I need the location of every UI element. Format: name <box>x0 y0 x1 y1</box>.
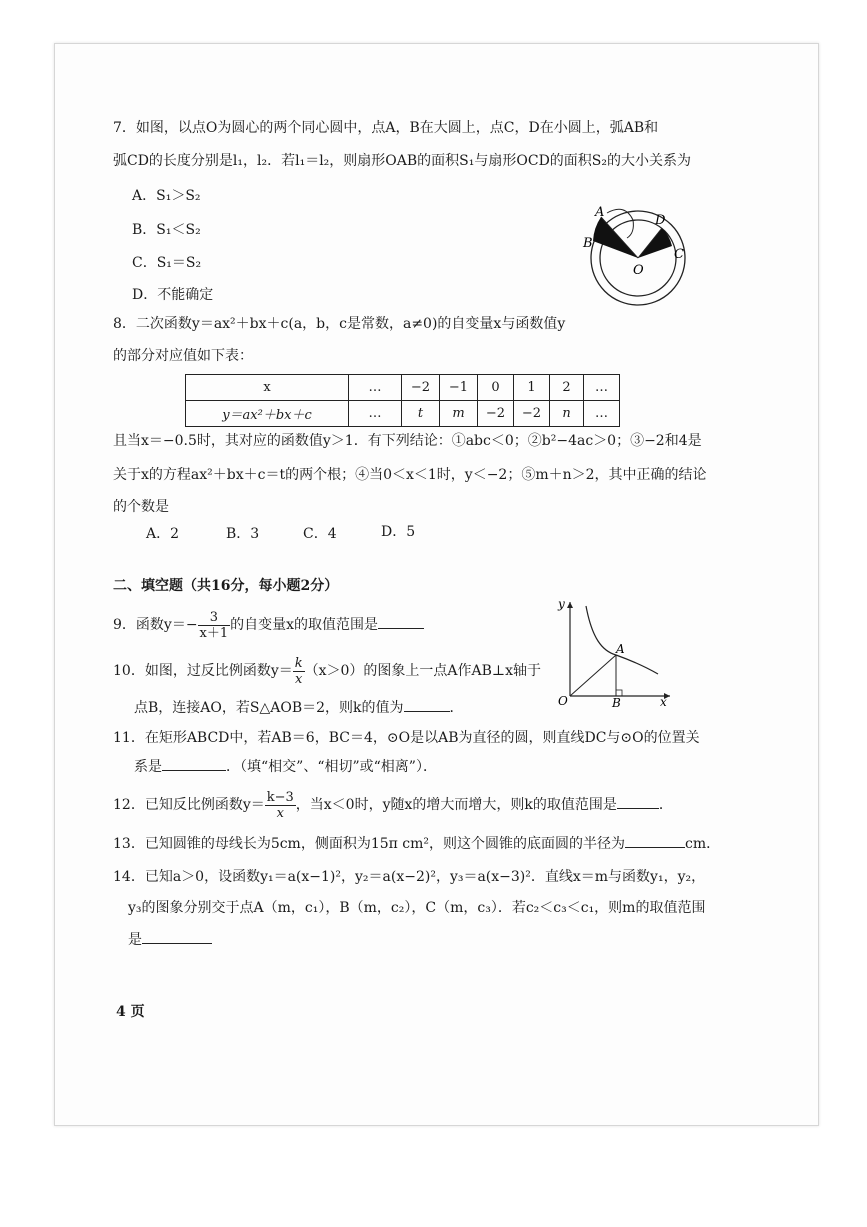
q10-denominator: x <box>295 671 303 687</box>
q7-label-d: D <box>655 213 666 228</box>
table-cell: −2 <box>402 375 440 401</box>
q10-numerator: k <box>294 655 303 671</box>
q7-concentric-circles-figure <box>585 198 695 318</box>
q7-option-a: A．S₁＞S₂ <box>132 188 201 204</box>
q8-line1: 8．二次函数y＝ax²＋bx＋c(a，b，c是常数，a≠0)的自变量x与函数值y <box>113 316 566 332</box>
q12 <box>113 785 673 825</box>
q14-line2: y₃的图象分别交于点A（m，c₁），B（m，c₂），C（m，c₃）．若c₂＜c₃＜c₁，则m的取值范围 <box>128 900 706 916</box>
q11-line2 <box>134 757 437 777</box>
table-cell: y＝ax²＋bx＋c <box>186 401 349 427</box>
q11-line2-a: 系是 <box>134 759 162 775</box>
q9 <box>113 606 424 644</box>
q12-numerator: k−3 <box>266 789 294 805</box>
q10-answer-blank <box>404 699 450 712</box>
page-number-footer: 4 页 <box>116 1004 145 1020</box>
q11-line2-b: ．（填“相交”、“相切”或“相离”）． <box>226 759 437 775</box>
q9-fraction <box>198 610 231 641</box>
q7-line2: 弧CD的长度分别是l₁，l₂．若l₁＝l₂，则扇形OAB的面积S₁与扇形OCD的面积S₂的大小关系为 <box>113 153 691 169</box>
table-cell: 1 <box>514 375 550 401</box>
q9-prefix: 9．函数y＝− <box>113 617 198 633</box>
q7-label-c: C <box>674 247 684 262</box>
q7-option-d: D．不能确定 <box>132 287 214 303</box>
table-cell: … <box>584 401 620 427</box>
q7-label-a: A <box>595 205 605 220</box>
q13-answer-blank <box>625 835 685 848</box>
q14-answer-blank <box>142 931 212 944</box>
q14-line1: 14．已知a＞0，设函数y₁＝a(x−1)²，y₂＝a(x−2)²，y₃＝a(x−3)²．直线x＝m与函数y₁，y₂， <box>113 869 706 885</box>
section-2-heading: 二、填空题（共16分，每小题2分） <box>113 578 339 594</box>
q7-option-c: C．S₁＝S₂ <box>132 255 202 271</box>
table-cell: … <box>584 375 620 401</box>
q10-inverse-function-figure <box>550 596 675 708</box>
q12-answer-blank <box>617 796 659 809</box>
q8-line3: 且当x＝−0.5时，其对应的函数值y＞1．有下列结论：①abc＜0；②b²−4ac＞0；③−2和4是 <box>113 433 702 449</box>
q10-line2-text: 点B，连接AO，若S△AOB＝2，则k的值为 <box>134 700 404 716</box>
q10-label-b: B <box>612 696 621 710</box>
table-cell: 0 <box>478 375 514 401</box>
q14-line3-text: 是 <box>128 932 142 948</box>
q13-text: 13．已知圆锥的母线长为5cm，侧面积为15π cm²，则这个圆锥的底面圆的半径为 <box>113 836 626 852</box>
table-cell: n <box>550 401 584 427</box>
table-cell: −1 <box>440 375 478 401</box>
table-cell: x <box>186 375 349 401</box>
q8-option-c: C．4 <box>303 526 337 542</box>
q11-answer-blank <box>162 758 226 771</box>
table-cell: 2 <box>550 375 584 401</box>
q13-end: cm． <box>685 836 721 852</box>
q12-end: ． <box>658 797 673 813</box>
q8-line5: 的个数是 <box>113 499 169 515</box>
q12-prefix: 12．已知反比例函数y＝ <box>113 797 265 813</box>
q14-line3 <box>128 930 212 950</box>
q12-fraction <box>265 790 296 821</box>
q12-denominator: x <box>276 805 284 821</box>
table-row <box>186 375 620 401</box>
table-cell: −2 <box>514 401 550 427</box>
q8-line4: 关于x的方程ax²＋bx＋c＝t的两个根；④当0＜x＜1时，y＜−2；⑤m＋n＞2，其中正确的结论 <box>113 467 707 483</box>
q10-suffix: （x＞0）的图象上一点A作AB⊥x轴于 <box>304 663 541 679</box>
table-cell: −2 <box>478 401 514 427</box>
q7-option-b: B．S₁＜S₂ <box>132 222 201 238</box>
q10-line2 <box>134 698 464 718</box>
q8-option-d: D．5 <box>381 524 416 540</box>
q9-denominator: x＋1 <box>199 625 229 641</box>
table-cell: … <box>349 375 402 401</box>
q7-line1: 7．如图，以点O为圆心的两个同心圆中，点A，B在大圆上，点C，D在小圆上，弧AB和 <box>113 120 659 136</box>
q10-prefix: 10．如图，过反比例函数y＝ <box>113 663 293 679</box>
q9-suffix: 的自变量x的取值范围是 <box>230 617 379 633</box>
q9-numerator: 3 <box>198 610 231 626</box>
q8-option-a: A．2 <box>146 526 180 542</box>
table-row <box>186 401 620 427</box>
q7-label-b: B <box>583 236 593 251</box>
table-cell: m <box>440 401 478 427</box>
q12-suffix: ，当x＜0时，y随x的增大而增大，则k的取值范围是 <box>295 797 617 813</box>
q13 <box>113 834 720 854</box>
q11-line1: 11．在矩形ABCD中，若AB＝6，BC＝4，⊙O是以AB为直径的圆，则直线DC与⊙O的位置关 <box>113 730 700 746</box>
q7-label-o: O <box>633 263 644 278</box>
q8-line2: 的部分对应值如下表： <box>113 348 253 364</box>
q10-fraction <box>293 656 305 687</box>
q10-label-o: O <box>558 694 568 708</box>
table-cell: … <box>349 401 402 427</box>
q10-line1 <box>113 652 541 690</box>
q10-label-x: x <box>660 695 667 709</box>
table-cell: t <box>402 401 440 427</box>
q8-option-b: B．3 <box>226 526 260 542</box>
q10-line2-end: ． <box>449 700 464 716</box>
q10-label-a: A <box>616 642 625 656</box>
q8-value-table <box>185 374 620 427</box>
q9-answer-blank <box>378 616 424 629</box>
q10-label-y: y <box>558 597 565 611</box>
